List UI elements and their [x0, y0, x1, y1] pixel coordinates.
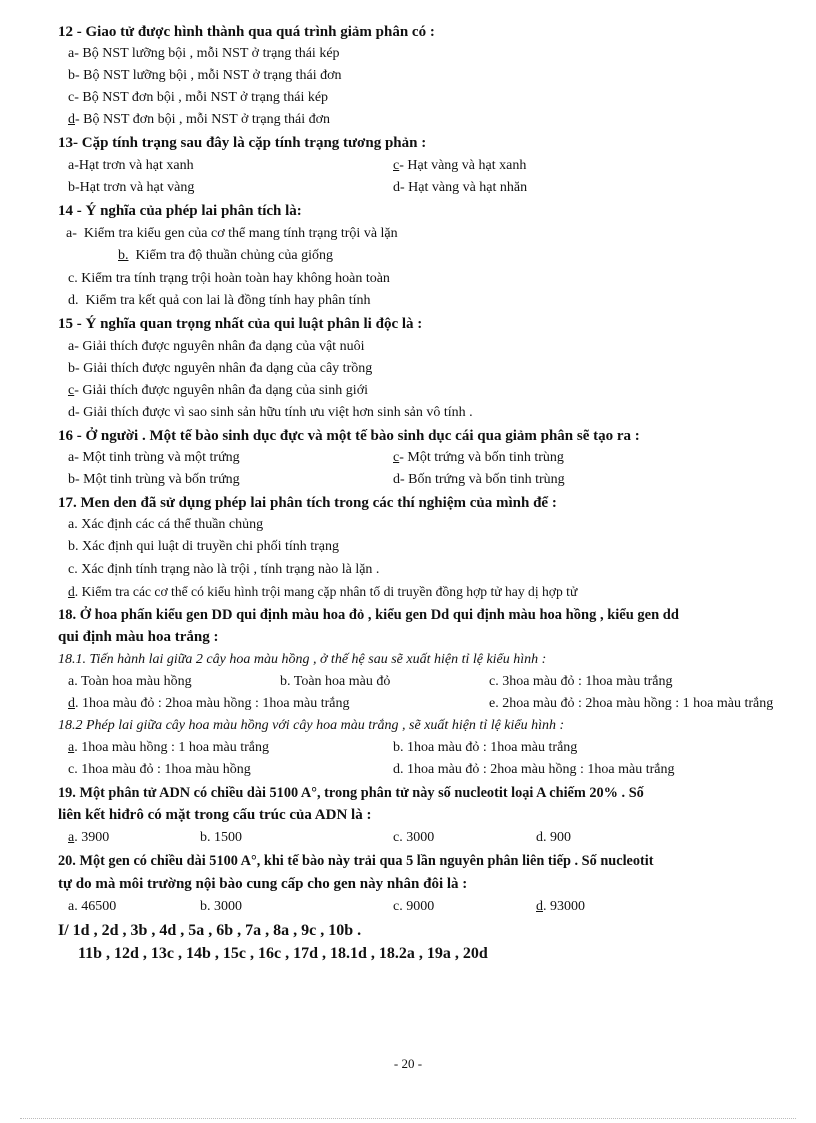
q18-1-option-d: d. 1hoa màu đỏ : 2hoa màu hồng : 1hoa màu trắng [68, 696, 350, 711]
q16-option-d: d- Bốn trứng và bốn tinh trùng [393, 472, 565, 487]
q18-1-option-a: a. Toàn hoa màu hồng [68, 674, 192, 689]
q18-2-option-c: c. 1hoa màu đỏ : 1hoa màu hồng [68, 762, 251, 777]
q19-option-d: d. 900 [536, 830, 571, 845]
page-bottom-divider [20, 1118, 796, 1119]
q20-option-b: b. 3000 [200, 899, 242, 914]
question-19-title-line1: 19. Một phân tử ADN có chiều dài 5100 A°, trong phân tử này số nucleotit loại A chiếm 20% . Số [58, 785, 644, 801]
q17-option-c: c. Xác định tính trạng nào là trội , tính trạng nào là lặn . [68, 562, 380, 577]
q18-1-option-c: c. 3hoa màu đỏ : 1hoa màu trắng [489, 674, 673, 689]
q17-option-a: a. Xác định các cá thể thuần chủng [68, 517, 264, 532]
q15-option-a: a- Giải thích được nguyên nhân đa dạng của vật nuôi [68, 339, 365, 354]
question-19-title-line2: liên kết hiđrô có mặt trong cấu trúc của ADN là : [58, 807, 372, 823]
q15-option-c: c- Giải thích được nguyên nhân đa dạng của sinh giới [68, 383, 368, 398]
q20-option-a: a. 46500 [68, 899, 117, 914]
q14-option-c: c. Kiểm tra tính trạng trội hoàn toàn hay không hoàn toàn [68, 271, 390, 286]
q16-option-b: b- Một tinh trùng và bốn trứng [68, 472, 240, 487]
q18-2-option-b: b. 1hoa màu đỏ : 1hoa màu trắng [393, 740, 578, 755]
question-14-title: 14 - Ý nghĩa của phép lai phân tích là: [58, 203, 302, 219]
q13-option-d: d- Hạt vàng và hạt nhăn [393, 180, 528, 195]
question-12-title: 12 - Giao tử được hình thành qua quá trình giảm phân có : [58, 24, 435, 40]
answer-key-line2: 11b , 12d , 13c , 14b , 15c , 16c , 17d , 18.1d , 18.2a , 19a , 20d [78, 945, 488, 962]
question-18-1-title: 18.1. Tiến hành lai giữa 2 cây hoa màu hồng , ở thế hệ sau sẽ xuất hiện tỉ lệ kiểu hình : [58, 652, 547, 667]
q16-option-c: c- Một trứng và bốn tinh trùng [393, 450, 564, 465]
q13-option-c: c- Hạt vàng và hạt xanh [393, 158, 527, 173]
q12-option-b: b- Bộ NST lưỡng bội , mỗi NST ở trạng thái đơn [68, 68, 342, 83]
q14-option-b: b. Kiểm tra độ thuần chủng của giống [118, 248, 334, 263]
q14-option-d: d. Kiểm tra kết quả con lai là đồng tính hay phân tính [68, 293, 371, 308]
q19-option-a: a. 3900 [68, 830, 110, 845]
q17-option-d: d. Kiểm tra các cơ thể có kiểu hình trội mang cặp nhân tố di truyền đồng hợp tử hay dị hợp tử [68, 584, 578, 599]
q12-option-a: a- Bộ NST lưỡng bội , mỗi NST ở trạng thái kép [68, 46, 340, 61]
answer-key-line1: I/ 1d , 2d , 3b , 4d , 5a , 6b , 7a , 8a , 9c , 10b . [58, 922, 362, 939]
question-18-title-line2: qui định màu hoa trắng : [58, 629, 219, 645]
page-number: - 20 - [393, 1056, 423, 1071]
q18-1-option-e: e. 2hoa màu đỏ : 2hoa màu hồng : 1 hoa màu trắng [489, 696, 774, 711]
question-17-title: 17. Men den đã sử dụng phép lai phân tích trong các thí nghiệm của mình để : [58, 495, 557, 511]
q16-option-a: a- Một tinh trùng và một trứng [68, 450, 240, 465]
q14-option-a: a- Kiểm tra kiểu gen của cơ thể mang tính trạng trội và lặn [66, 226, 398, 241]
question-18-title-line1: 18. Ở hoa phấn kiểu gen DD qui định màu hoa đỏ , kiểu gen Dd qui định màu hoa hồng , kiểu gen dd [58, 607, 679, 623]
question-20-title-line2: tự do mà môi trường nội bào cung cấp cho gen này nhân đôi là : [58, 876, 468, 892]
q18-2-option-a: a. 1hoa màu hồng : 1 hoa màu trắng [68, 740, 270, 755]
q19-option-c: c. 3000 [393, 830, 435, 845]
q13-option-b: b-Hạt trơn và hạt vàng [68, 180, 195, 195]
question-16-title: 16 - Ở người . Một tế bào sinh dục đực và một tế bào sinh dục cái qua giảm phân sẽ tạo ra : [58, 428, 640, 444]
q13-option-a: a-Hạt trơn và hạt xanh [68, 158, 194, 173]
question-18-2-title: 18.2 Phép lai giữa cây hoa màu hồng với cây hoa màu trắng , sẽ xuất hiện tỉ lệ kiểu hình : [58, 718, 565, 733]
q15-option-b: b- Giải thích được nguyên nhân đa dạng của cây trồng [68, 361, 373, 376]
q17-option-b: b. Xác định qui luật di truyền chi phối tính trạng [68, 539, 340, 554]
q19-option-b: b. 1500 [200, 830, 242, 845]
q12-option-c: c- Bộ NST đơn bội , mỗi NST ở trạng thái kép [68, 90, 329, 105]
q12-option-d: d- Bộ NST đơn bội , mỗi NST ở trạng thái đơn [68, 112, 331, 127]
q18-1-option-b: b. Toàn hoa màu đỏ [280, 674, 391, 689]
q20-option-c: c. 9000 [393, 899, 435, 914]
question-13-title: 13- Cặp tính trạng sau đây là cặp tính trạng tương phản : [58, 135, 427, 151]
q18-2-option-d: d. 1hoa màu đỏ : 2hoa màu hồng : 1hoa màu trắng [393, 762, 675, 777]
q20-option-d: d. 93000 [536, 899, 585, 914]
question-20-title-line1: 20. Một gen có chiều dài 5100 A°, khi tế bào này trải qua 5 lần nguyên phân liên tiếp . Số nucleotit [58, 853, 654, 869]
question-15-title: 15 - Ý nghĩa quan trọng nhất của qui luật phân li độc là : [58, 316, 423, 332]
q15-option-d: d- Giải thích được vì sao sinh sản hữu tính ưu việt hơn sinh sản vô tính . [68, 405, 473, 420]
